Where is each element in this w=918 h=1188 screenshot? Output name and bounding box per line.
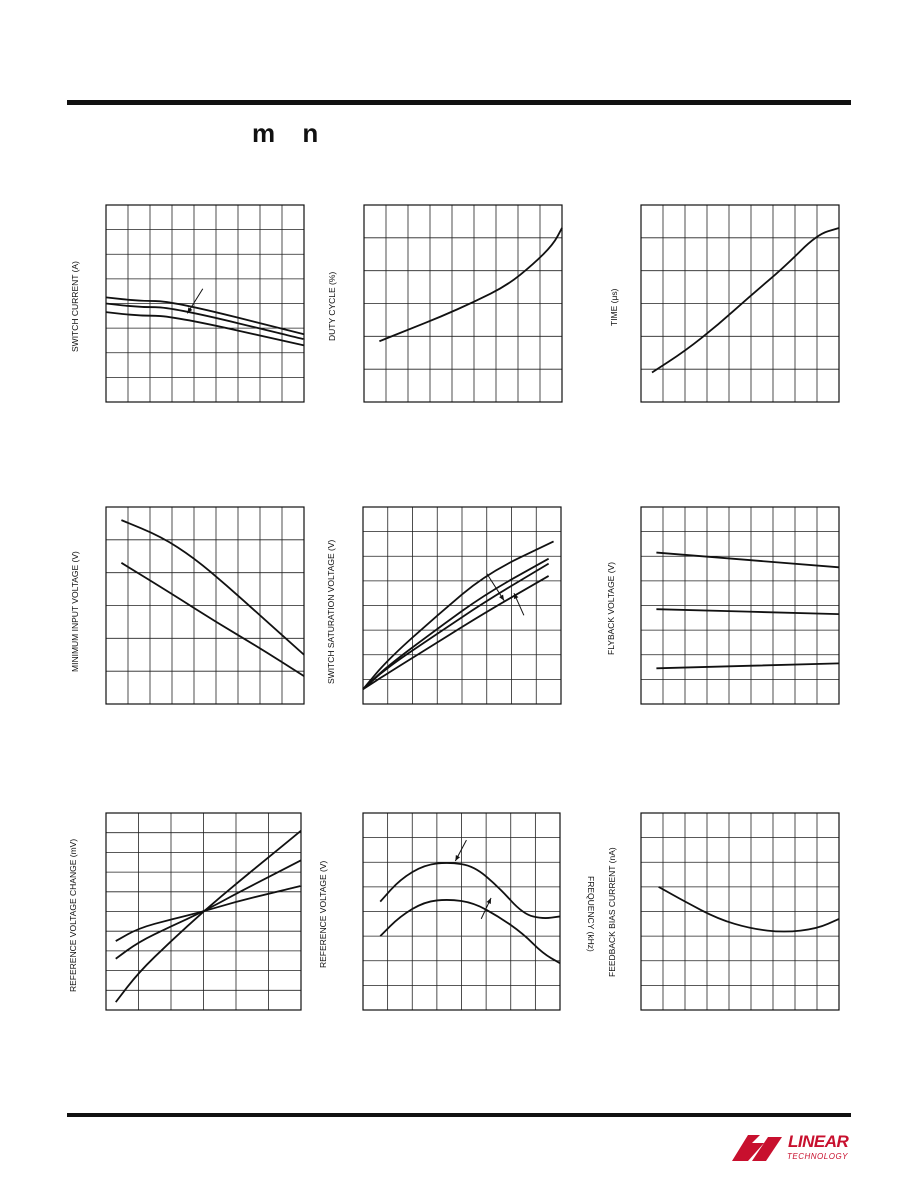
page-header-glyphs: m n: [252, 118, 329, 148]
series-line-1: [121, 520, 304, 655]
series-line-1: [656, 553, 839, 568]
series-line-2: [121, 563, 304, 676]
logo-wordmark: LINEAR: [788, 1132, 849, 1151]
series-line-1: [363, 541, 554, 689]
series-line-1: [652, 228, 839, 372]
chart-reference-voltage: [363, 813, 560, 1010]
series-line-4: [363, 576, 549, 689]
chart-reference-voltage-ylabel: REFERENCE VOLTAGE (V): [318, 860, 328, 968]
chart-flyback-voltage-ylabel: FLYBACK VOLTAGE (V): [606, 561, 616, 655]
series-line-1: [659, 887, 839, 932]
chart-flyback-voltage: [641, 507, 839, 704]
chart-minimum-input-voltage: [106, 507, 304, 704]
chart-switch-current-ylabel: SWITCH CURRENT (A): [70, 261, 80, 352]
chart-switch-current: [106, 205, 304, 402]
top-rule: [67, 100, 851, 105]
chart-duty-cycle-ylabel: DUTY CYCLE (%): [327, 271, 337, 341]
series-line-1: [379, 228, 562, 341]
series-line-2: [380, 900, 560, 963]
chart-reference-voltage-change-ylabel: REFERENCE VOLTAGE CHANGE (mV): [68, 838, 78, 992]
series-line-1: [380, 863, 560, 918]
chart-time-ylabel: TIME (μs): [609, 288, 619, 326]
annotation-arrow-head-1: [499, 595, 504, 601]
chart-duty-cycle: [364, 205, 562, 402]
bottom-rule: [67, 1113, 851, 1117]
series-line-3: [106, 312, 304, 345]
chart-switch-saturation-voltage: [363, 507, 561, 704]
chart-time: [641, 205, 839, 402]
chart-switch-saturation-voltage-ylabel: SWITCH SATURATION VOLTAGE (V): [326, 539, 336, 684]
series-line-2: [656, 609, 839, 614]
chart-frequency-ylabel: FREQUENCY (kHz): [586, 876, 596, 952]
chart-feedback-bias-current: [641, 813, 839, 1010]
series-line-2: [363, 559, 549, 690]
series-line-3: [116, 886, 301, 941]
series-line-1: [116, 831, 301, 1002]
logo-subtitle: TECHNOLOGY: [787, 1152, 849, 1161]
chart-feedback-bias-current-ylabel: FEEDBACK BIAS CURRENT (nA): [607, 847, 617, 977]
chart-minimum-input-voltage-ylabel: MINIMUM INPUT VOLTAGE (V): [70, 551, 80, 672]
chart-reference-voltage-change: [106, 813, 301, 1010]
series-line-3: [656, 663, 839, 668]
